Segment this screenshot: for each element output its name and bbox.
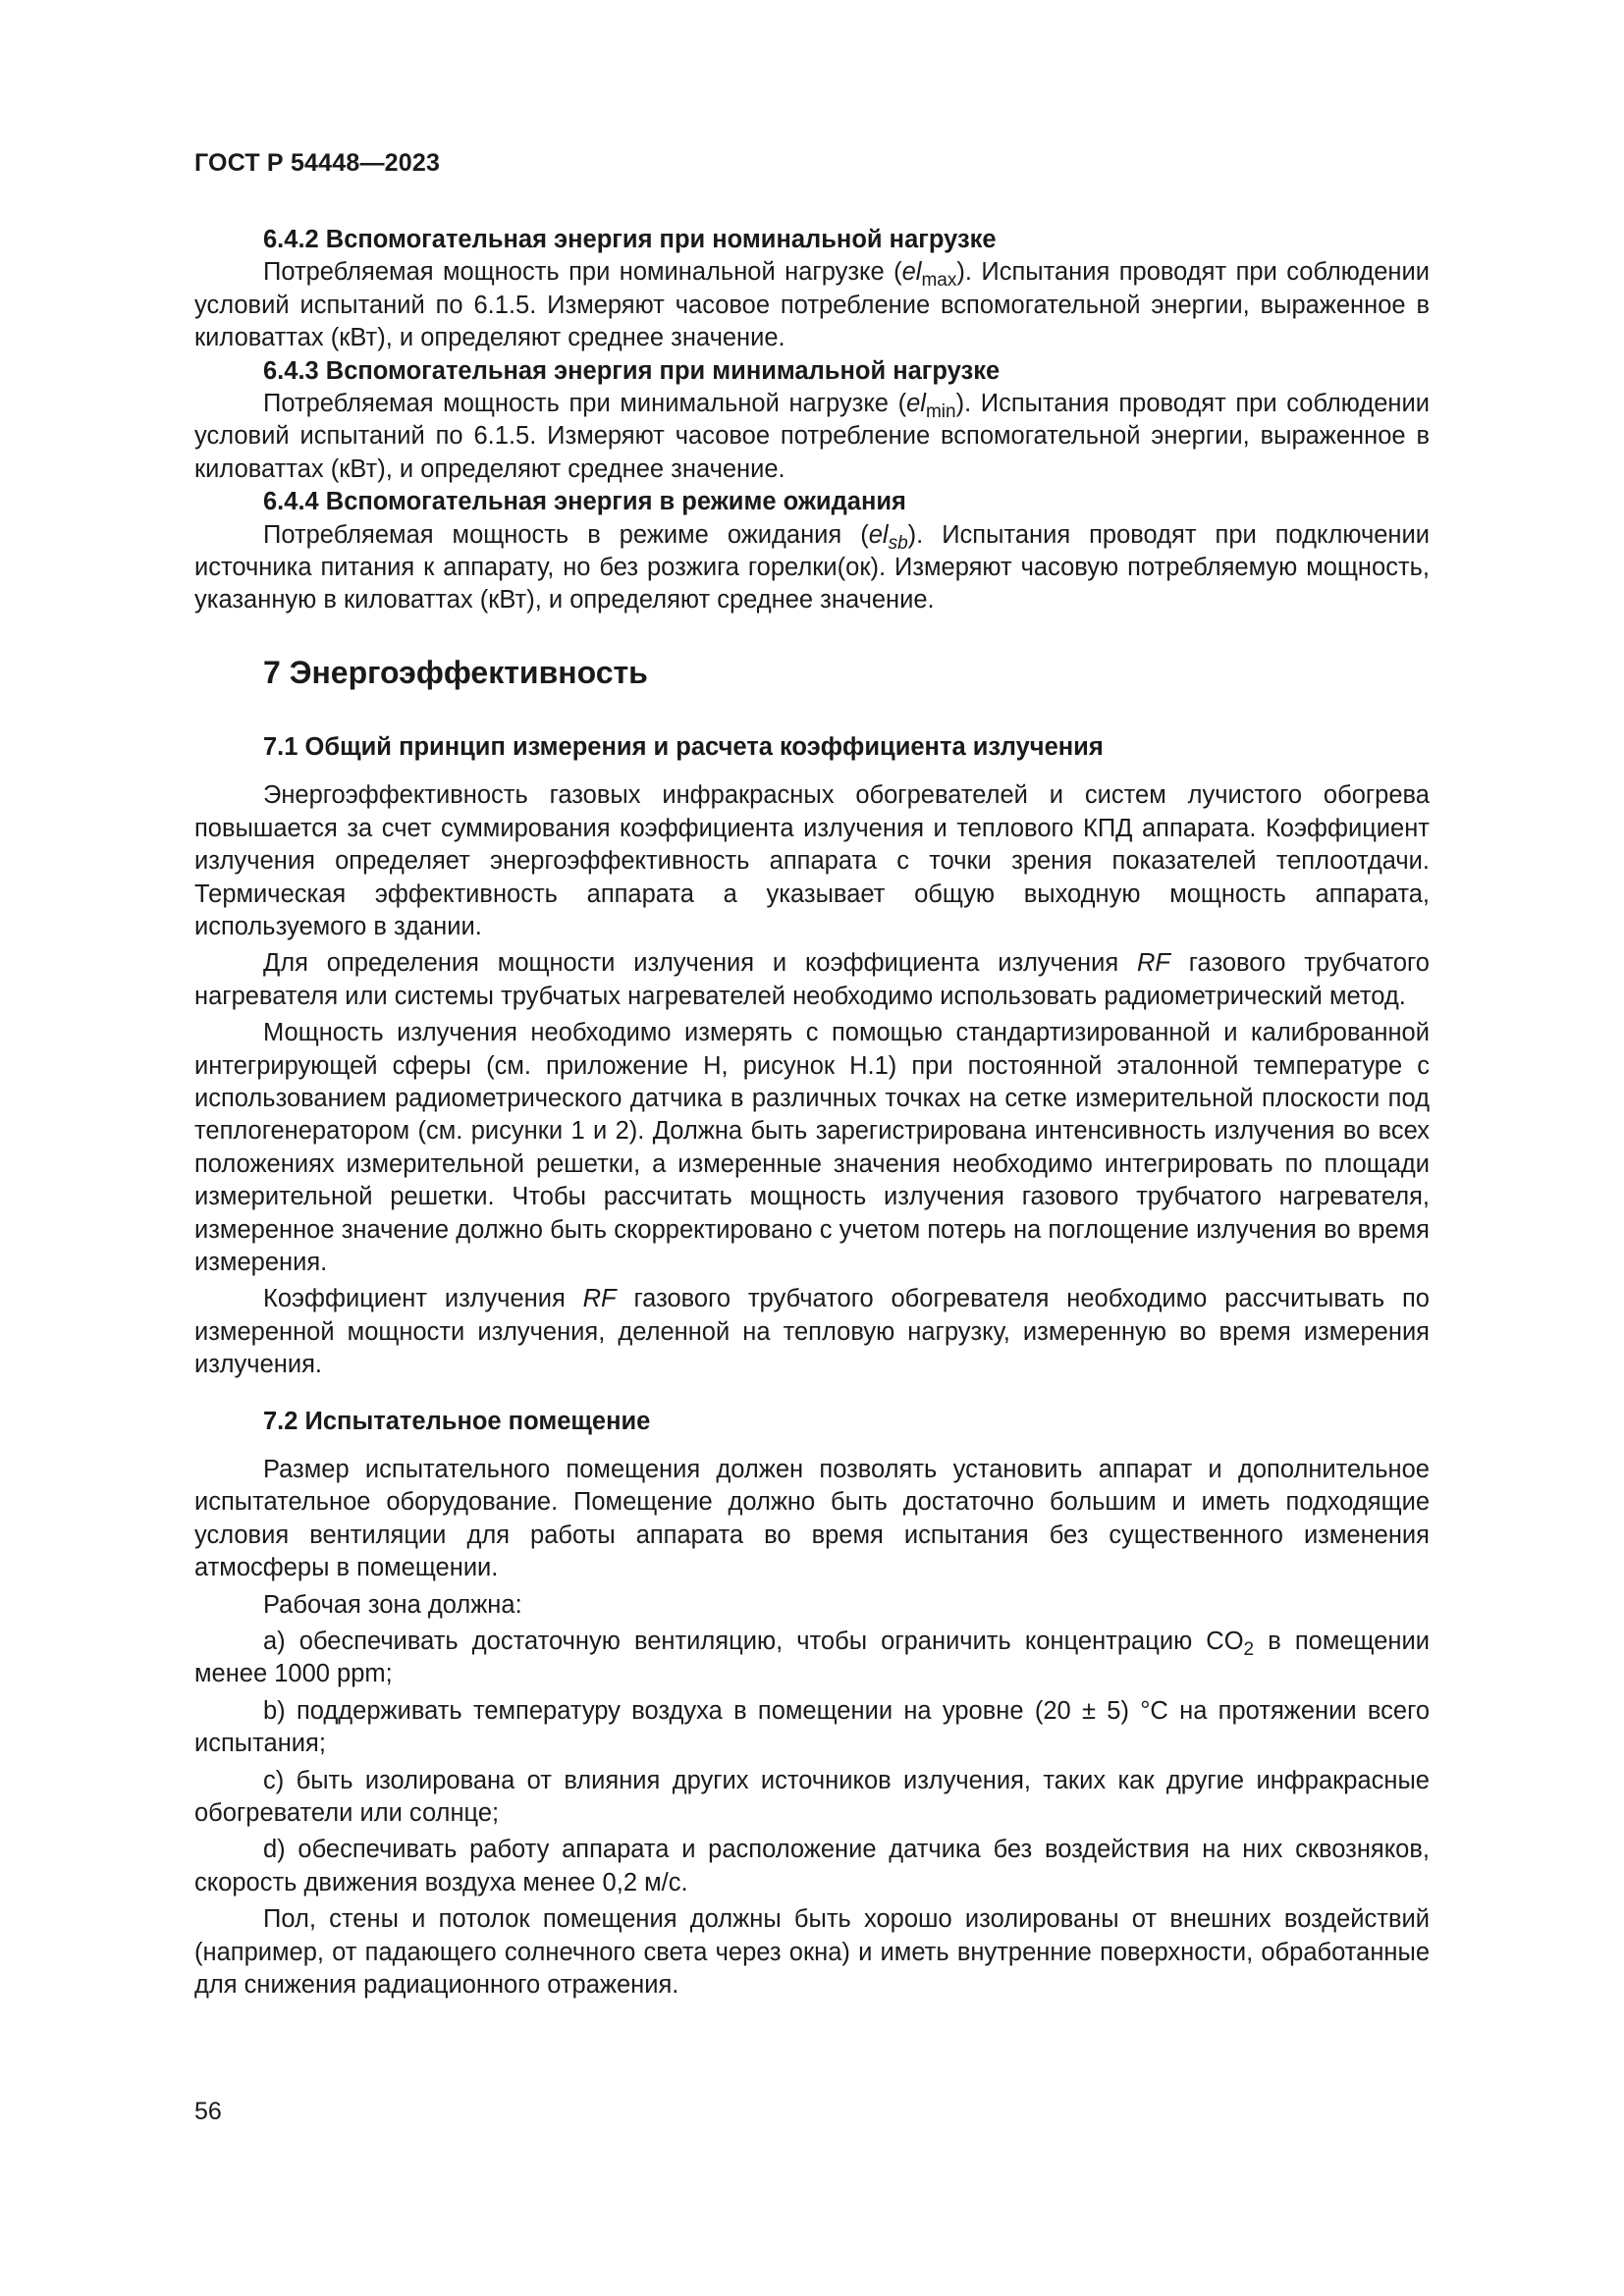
paragraph-7-1-a: Энергоэффективность газовых инфракрасных обогревателей и систем лучистого обогрева повышается за счет суммирования коэффициента излучения и теплового КПД аппарата. Коэффициент излучения определяет энергоэффективность аппарата с точки зрения показателей теплоотдачи. Термическая эффективность аппарата а указывает общую выходную мощность аппарата, используемого в здании. xyxy=(194,781,1430,940)
paragraph-7-1-c: Мощность излучения необходимо измерять с помощью стандартизированной и калиброванной интегрирующей сферы (см. приложение Н, рисунок Н.1) при постоянной эталонной температуре с использованием радиометрического датчика в различных точках на сетке измерительной плоскости под теплогенератором (см. рисунки 1 и 2). Должна быть зарегистрирована интенсивность излучения во всех положениях измерительной решетки, а измеренные значения необходимо интегрировать по площади измерительной решетки. Чтобы рассчитать мощность излучения газового трубчатого нагревателя, измеренное значение должно быть скорректировано с учетом потерь на поглощение излучения во время измерения. xyxy=(194,1019,1430,1276)
paragraph-6-4-4: Потребляемая мощность в режиме ожидания $(el_{sb})$. Испытания проводят при подключении источника питания к аппарату, но без розжига горелки(ок). Измеряют часовую потребляемую мощность, указанную в киловаттах (кВт), и определяют среднее значение. xyxy=(194,520,1430,614)
page-number: 56 xyxy=(194,2098,222,2125)
document-body xyxy=(194,224,1430,2002)
paragraph-7-2-c: Пол, стены и потолок помещения должны быть хорошо изолированы от внешних воздействий (например, от падающего солнечного света через окна) и иметь внутренние поверхности, обработанные для снижения радиационного отражения. xyxy=(194,1905,1430,2000)
list-item-d: d) обеспечивать работу аппарата и расположение датчика без воздействия на них сквозняков, скорость движения воздуха менее 0,2 м/с. xyxy=(194,1836,1430,1896)
paragraph-6-4-3: Потребляемая мощность при минимальной нагрузке $(el_{min})$. Испытания проводят при соблюдении условий испытаний по 6.1.5. Измеряют часовое потребление вспомогательной энергии, выраженное в киловаттах (кВт), и определяют среднее значение. xyxy=(194,390,1430,483)
section-7-heading: 7 Энергоэффективность xyxy=(263,654,648,690)
heading-7-1: 7.1 Общий принцип измерения и расчета коэффициента излучения xyxy=(263,732,1104,761)
paragraph-7-1-b: Для определения мощности излучения и коэффициента излучения RF газового трубчатого нагревателя или системы трубчатых нагревателей необходимо использовать радиометрический метод. xyxy=(194,949,1430,1010)
standard-designation: ГОСТ Р 54448—2023 xyxy=(194,149,441,177)
paragraph-6-4-2: Потребляемая мощность при номинальной нагрузке $(el_{max})$. Испытания проводят при соблюдении условий испытаний по 6.1.5. Измеряют часовое потребление вспомогательной энергии, выраженное в киловаттах (кВт), и определяют среднее значение. xyxy=(194,258,1430,352)
paragraph-7-2-a: Размер испытательного помещения должен позволять установить аппарат и дополнительное испытательное оборудование. Помещение должно быть достаточно большим и иметь подходящие условия вентиляции для работы аппарата во время испытания без существенного изменения атмосферы в помещении. xyxy=(194,1456,1430,1582)
heading-7-2: 7.2 Испытательное помещение xyxy=(263,1407,651,1435)
paragraph-7-2-b: Рабочая зона должна: xyxy=(263,1590,522,1619)
heading-6-4-3: 6.4.3 Вспомогательная энергия при минимальной нагрузке xyxy=(263,356,1001,385)
heading-6-4-2: 6.4.2 Вспомогательная энергия при номинальной нагрузке xyxy=(263,226,997,253)
list-item-b: b) поддерживать температуру воздуха в помещении на уровне (20 ± 5) °С на протяжении всего испытания; xyxy=(194,1696,1430,1758)
paragraph-7-1-d: Коэффициент излучения RF газового трубчатого обогревателя необходимо рассчитывать по измеренной мощности излучения, деленной на тепловую нагрузку, измеренную во время измерения излучения. xyxy=(194,1285,1430,1379)
heading-6-4-4: 6.4.4 Вспомогательная энергия в режиме ожидания xyxy=(263,488,906,516)
list-item-a: a) обеспечивать достаточную вентиляцию, чтобы ограничить концентрацию $CO_2$ в помещении менее 1000 ppm; xyxy=(194,1628,1430,1688)
list-item-c: c) быть изолирована от влияния других источников излучения, таких как другие инфракрасные обогреватели или солнце; xyxy=(194,1766,1430,1828)
